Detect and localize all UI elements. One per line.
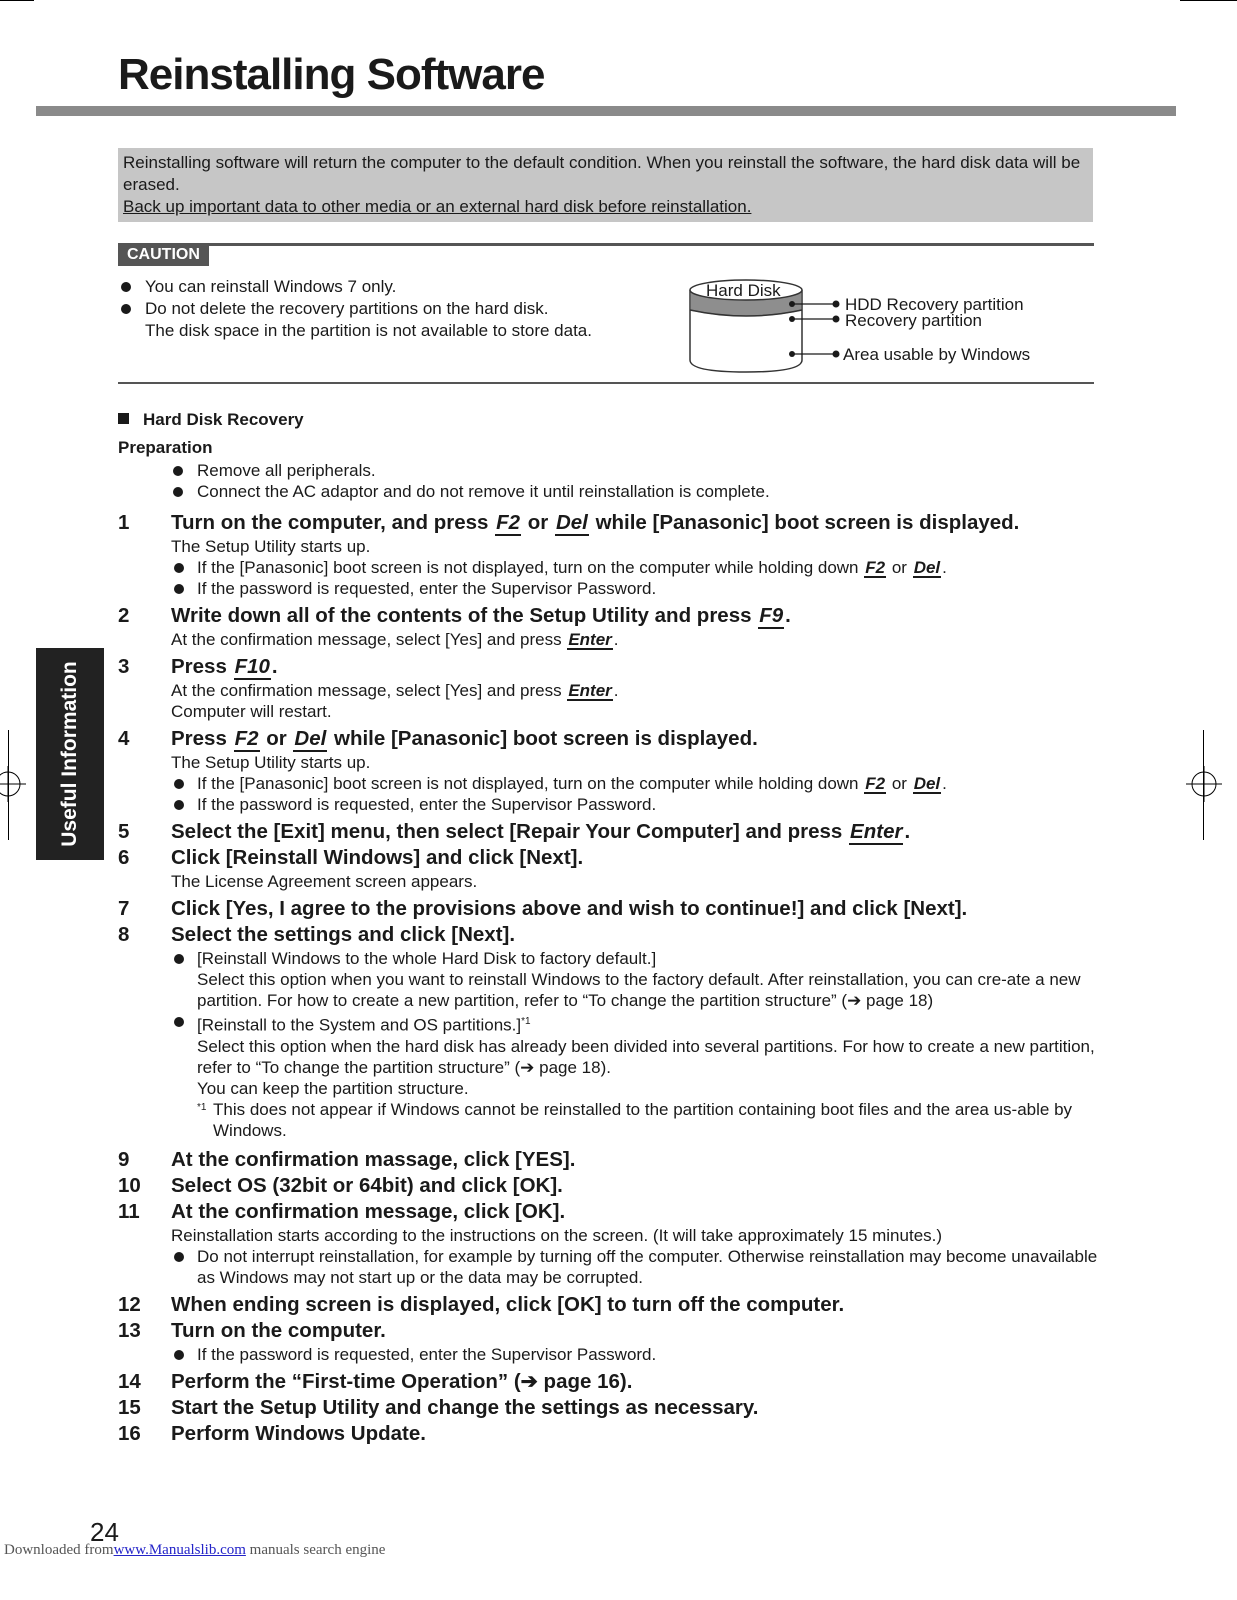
page-title: Reinstalling Software (118, 50, 545, 99)
or-text: or (891, 774, 907, 793)
desc-text: At the confirmation message, select [Yes] and press (171, 630, 562, 649)
step-text: Turn on the computer, and press (171, 511, 489, 534)
step-text: Click [Yes, I agree to the provisions above and wish to continue!] and click [Next]. (171, 897, 968, 920)
step-text: Select the [Exit] menu, then select [Repair Your Computer] and press (171, 820, 843, 843)
step-text: Perform the “First-time Operation” (➔ page 16). (171, 1369, 633, 1393)
step-5: 5 Select the [Exit] menu, then select [Repair Your Computer] and press Enter. (118, 820, 911, 843)
f2-key: F2 (865, 558, 886, 577)
step-8 (118, 922, 1098, 948)
step-note: Do not interrupt reinstallation, for example by turning off the computer. Otherwise reinstallation may become unavailable as Windows may not start up or the data may be corrupted. (118, 1246, 1098, 1288)
step-number: 5 (118, 820, 130, 843)
crop-mark (1203, 730, 1204, 840)
footer-link[interactable]: www.Manualslib.com (113, 1542, 246, 1558)
section-heading-text: Hard Disk Recovery (143, 410, 304, 429)
footnote-text: This does not appear if Windows cannot be reinstalled to the partition containing boot files and the area us-able by Windows. (213, 1099, 1073, 1140)
option-title (118, 1011, 1098, 1036)
or-text: or (891, 558, 907, 577)
prep-item: Remove all peripherals. (170, 460, 770, 481)
footnote-mark: *1 (197, 1101, 207, 1113)
enter-key: Enter (568, 681, 612, 700)
desc-text: At the confirmation message, select [Yes] and press (171, 681, 562, 700)
del-key: Del (555, 511, 588, 534)
step-number: 15 (118, 1395, 141, 1419)
section-heading (118, 410, 304, 430)
step-6 (118, 845, 1098, 871)
step-number: 9 (118, 1147, 130, 1171)
step-15 (118, 1395, 1098, 1421)
disk-label: Hard Disk (706, 281, 781, 300)
step-text: Write down all of the contents of the Setup Utility and press (171, 604, 752, 627)
step-text: At the confirmation massage, click [YES]. (171, 1147, 576, 1171)
del-key: Del (294, 727, 327, 750)
step-13 (118, 1318, 1098, 1344)
option-desc: Select this option when the hard disk has already been divided into several partitions. For how to create a new partition, refer to “To change the partition structure” (➔ page 18). (197, 1036, 1095, 1077)
step-desc: At the confirmation message, select [Yes] and press Enter . (171, 630, 619, 649)
step-1 (118, 510, 1098, 536)
step-text: Perform Windows Update. (171, 1421, 426, 1445)
step-number: 12 (118, 1292, 141, 1316)
step-note: If the [Panasonic] boot screen is not displayed, turn on the computer while holding down F2 or Del . (118, 557, 1098, 578)
or-text: or (266, 727, 287, 750)
option-title: [Reinstall Windows to the whole Hard Disk to factory default.] (118, 948, 1098, 969)
step-4 (118, 726, 1098, 752)
step-text: Select OS (32bit or 64bit) and click [OK]. (171, 1173, 563, 1197)
step-text: Press (171, 655, 227, 678)
step-number: 6 (118, 846, 130, 869)
crop-mark (1180, 0, 1237, 1)
step-note: If the password is requested, enter the Supervisor Password. (118, 578, 1098, 599)
caution-list (118, 276, 592, 342)
option-desc: You can keep the partition structure. (197, 1078, 469, 1098)
step-3: 3 Press F10. (118, 655, 278, 678)
caution-item: You can reinstall Windows 7 only. (118, 276, 592, 298)
hard-disk-diagram (688, 276, 1088, 376)
step-text: while [Panasonic] boot screen is displayed. (334, 727, 758, 750)
step-number: 1 (118, 511, 130, 534)
footer-suffix: manuals search engine (245, 1542, 386, 1558)
step-text: At the confirmation message, click [OK]. (171, 1199, 566, 1223)
f9-key: F9 (759, 604, 784, 627)
step-16 (118, 1421, 1098, 1447)
title-rule (36, 106, 1176, 116)
step-14 (118, 1369, 1098, 1395)
step-text: Select the settings and click [Next]. (171, 923, 516, 946)
preparation-list (170, 460, 770, 502)
registration-mark (0, 766, 26, 802)
footnote-ref: *1 (521, 1016, 531, 1027)
diagram-label-windows-area: Area usable by Windows (843, 345, 1031, 364)
side-tab-label: Useful Information (58, 661, 81, 847)
caution-item: Do not delete the recovery partitions on the hard disk. (118, 298, 592, 320)
step-11 (118, 1199, 1098, 1225)
del-key: Del (913, 774, 941, 793)
preparation-label: Preparation (118, 438, 213, 457)
step-number: 14 (118, 1369, 141, 1393)
f2-key: F2 (865, 774, 886, 793)
f2-key: F2 (234, 727, 259, 750)
footnote (118, 1099, 1098, 1141)
note-text: If the [Panasonic] boot screen is not displayed, turn on the computer while holding down (197, 774, 859, 793)
step-number: 16 (118, 1421, 141, 1445)
step-number: 2 (118, 604, 130, 627)
del-key: Del (913, 558, 941, 577)
step-note: If the [Panasonic] boot screen is not displayed, turn on the computer while holding down F2 or Del . (118, 773, 1098, 794)
notice-text: Reinstalling software will return the computer to the default condition. When you reinstall the software, the hard disk data will be erased. (123, 153, 1081, 194)
notice-warning: Back up important data to other media or an external hard disk before reinstallation. (123, 197, 752, 216)
enter-key: Enter (850, 820, 903, 843)
prep-item: Connect the AC adaptor and do not remove it until reinstallation is complete. (170, 481, 770, 502)
step-desc: The Setup Utility starts up. (171, 537, 371, 556)
page-number: 24 (90, 1517, 119, 1547)
step-desc: The Setup Utility starts up. (171, 753, 371, 772)
step-number: 10 (118, 1173, 141, 1197)
step-number: 4 (118, 727, 130, 750)
step-note: If the password is requested, enter the Supervisor Password. (118, 1344, 1098, 1365)
step-number: 13 (118, 1318, 141, 1342)
step-note: If the password is requested, enter the Supervisor Password. (118, 794, 1098, 815)
step-text: Press (171, 727, 227, 750)
or-text: or (527, 511, 549, 534)
footer-prefix: Downloaded from (4, 1542, 114, 1558)
step-12 (118, 1292, 1098, 1318)
step-2: 2 Write down all of the contents of the Setup Utility and press F9. (118, 604, 791, 627)
step-desc: Computer will restart. (171, 702, 332, 721)
step-desc: At the confirmation message, select [Yes] and press Enter . (171, 681, 619, 700)
steps-list (118, 510, 1098, 1447)
notice-box (118, 148, 1093, 222)
option-title-text: [Reinstall to the System and OS partitions.] (197, 1015, 522, 1035)
diagram-label-hdd-recovery: HDD Recovery partition (845, 295, 1024, 314)
step-text: When ending screen is displayed, click [OK] to turn off the computer. (171, 1292, 845, 1316)
step-desc: Reinstallation starts according to the instructions on the screen. (It will take approximately 15 minutes.) (171, 1225, 943, 1245)
registration-mark (1186, 766, 1222, 802)
caution-bottom-rule (118, 382, 1094, 384)
crop-mark (0, 0, 34, 1)
step-number: 3 (118, 655, 130, 678)
step-text: Click [Reinstall Windows] and click [Next]. (171, 846, 584, 869)
step-9 (118, 1147, 1098, 1173)
square-bullet-icon (118, 413, 129, 424)
footer (4, 1542, 385, 1559)
step-text: Start the Setup Utility and change the settings as necessary. (171, 1395, 759, 1419)
caution-label: CAUTION (118, 244, 209, 266)
note-text: If the [Panasonic] boot screen is not displayed, turn on the computer while holding down (197, 558, 859, 577)
caution-rule (118, 243, 1094, 246)
step-text: while [Panasonic] boot screen is displayed. (595, 511, 1020, 534)
crop-mark (8, 730, 9, 840)
step-number: 8 (118, 923, 130, 946)
step-7 (118, 896, 1098, 922)
diagram-label-recovery: Recovery partition (845, 311, 983, 330)
step-number: 7 (118, 897, 130, 920)
caution-item-continued: The disk space in the partition is not available to store data. (145, 321, 592, 340)
enter-key: Enter (568, 630, 612, 649)
f10-key: F10 (234, 655, 270, 678)
step-text: Turn on the computer. (171, 1318, 386, 1342)
option-desc: Select this option when you want to reinstall Windows to the factory default. After reinstallation, you can cre-ate a new partition. For how to create a new partition, refer to “To change the partition structure” (➔ page 18) (197, 970, 1081, 1010)
f2-key: F2 (496, 511, 521, 534)
step-10 (118, 1173, 1098, 1199)
step-desc: The License Agreement screen appears. (171, 872, 478, 891)
step-number: 11 (118, 1199, 140, 1223)
